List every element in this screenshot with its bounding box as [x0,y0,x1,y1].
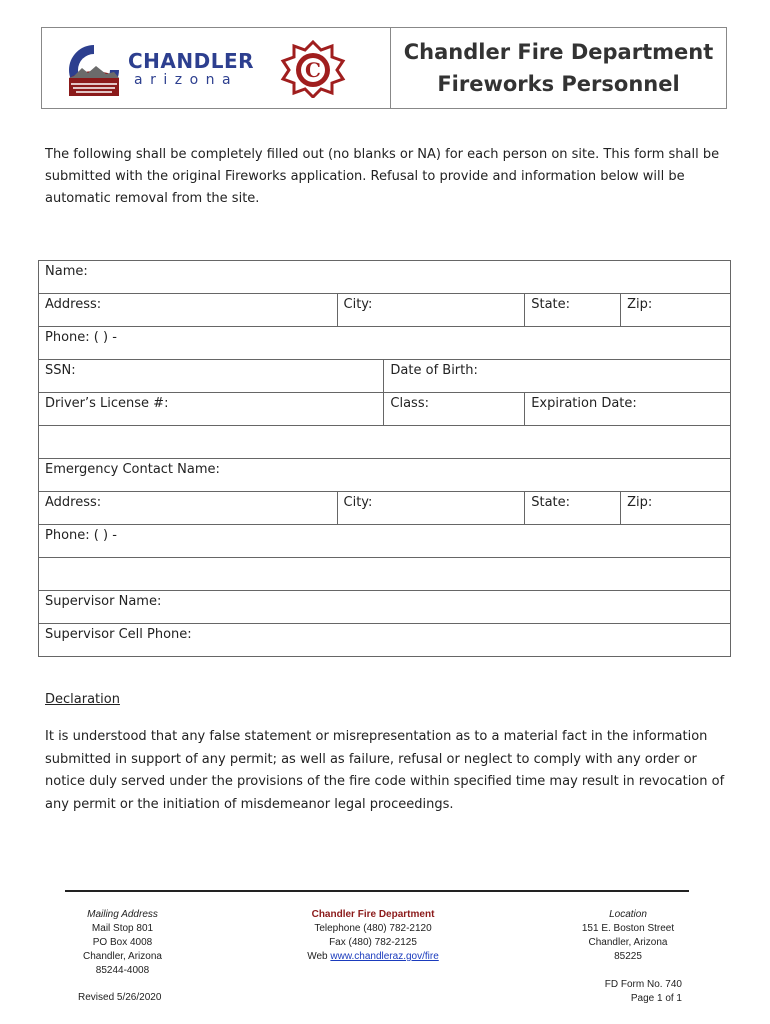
declaration-heading: Declaration [45,692,120,707]
form-number-block [600,978,682,1006]
chandler-logo [62,40,262,96]
ssn-field[interactable]: SSN: [39,360,384,393]
mailing-line: Chandler, Arizona [83,951,162,962]
page-number: Page 1 of 1 [630,993,682,1004]
department-fax: Fax (480) 782-2125 [329,937,417,948]
emergency-address-field[interactable]: Address: [39,492,338,525]
footer-location [568,908,688,964]
department-phone: Telephone (480) 782-2120 [314,923,432,934]
mailing-line: PO Box 4008 [92,937,153,948]
emergency-state-field[interactable]: State: [525,492,621,525]
name-field[interactable]: Name: [39,261,731,294]
footer-divider [65,890,689,892]
footer-department-contact [283,908,463,964]
state-field[interactable]: State: [525,294,621,327]
supervisor-name-field[interactable]: Supervisor Name: [39,591,731,624]
revision-date: Revised 5/26/2020 [78,992,162,1003]
mailing-address-heading: Mailing Address [87,909,158,920]
logo-wordmark: CHANDLER [128,49,255,73]
emergency-city-field[interactable]: City: [337,492,525,525]
date-of-birth-field[interactable]: Date of Birth: [384,360,731,393]
department-web [283,950,463,964]
supervisor-cell-phone-field[interactable]: Supervisor Cell Phone: [39,624,731,657]
license-class-field[interactable]: Class: [384,393,525,426]
department-website-link[interactable]: www.chandleraz.gov/fire [330,951,439,962]
blank-spacer-row [39,426,731,459]
zip-field[interactable]: Zip: [621,294,731,327]
header-logo-panel [42,28,391,108]
department-heading: Chandler Fire Department [311,909,435,920]
mailing-line: 85244-4008 [95,965,150,976]
badge-letter: C [305,58,321,82]
location-line: 85225 [614,951,642,962]
emergency-zip-field[interactable]: Zip: [621,492,731,525]
document-header [41,27,727,109]
location-heading: Location [609,909,647,920]
form-number: FD Form No. 740 [604,979,682,990]
blank-spacer-row [39,558,731,591]
location-line: Chandler, Arizona [588,937,668,948]
mailing-line: Mail Stop 801 [91,923,154,934]
personnel-form-table [38,260,731,657]
footer-mailing-address [70,908,175,978]
title-line-1: Chandler Fire Department [403,40,714,64]
license-expiration-field[interactable]: Expiration Date: [525,393,731,426]
chandler-emblem-icon [62,40,126,96]
title-line-2: Fireworks Personnel [437,72,680,96]
web-label: Web [307,951,331,962]
address-field[interactable]: Address: [39,294,338,327]
city-field[interactable]: City: [337,294,525,327]
emergency-contact-name-field[interactable]: Emergency Contact Name: [39,459,731,492]
emergency-phone-field[interactable]: Phone: ( ) - [39,525,731,558]
intro-paragraph: The following shall be completely filled out (no blanks or NA) for each person on site. This form shall be submitted with the original Fireworks application. Refusal to provide and information below will be automatic removal from the site. [45,147,720,206]
declaration-text: It is understood that any false statement or misrepresentation as to a material fact in the information submitted in support of any permit; as well as failure, refusal or neglect to comply with any order or notice duly served under the provisions of the fire code within specified time may result in revocation of any permit or the initiation of misdemeanor legal proceedings. [45,729,725,812]
phone-field[interactable]: Phone: ( ) - [39,327,731,360]
location-line: 151 E. Boston Street [581,923,675,934]
document-title [391,28,726,108]
logo-subtitle: arizona [134,72,239,88]
fire-department-badge-icon [280,40,346,98]
drivers-license-field[interactable]: Driver’s License #: [39,393,384,426]
